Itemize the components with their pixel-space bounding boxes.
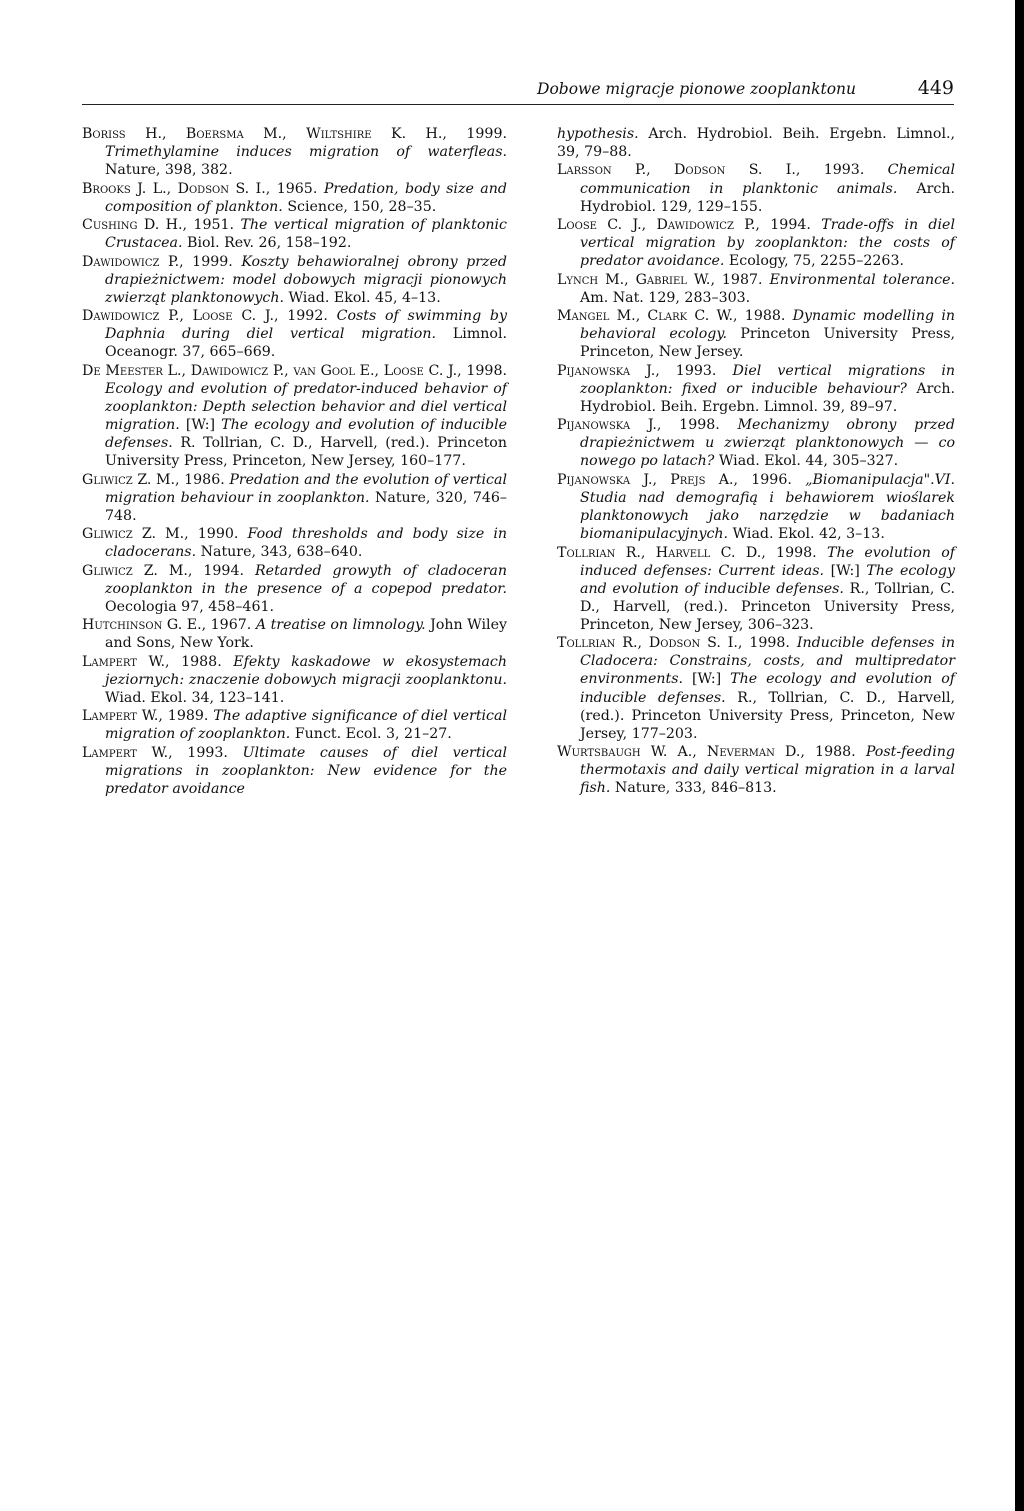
reference-title: „Biomanipulacja".VI. Studia nad demografią i behawiorem wioślarek planktonowych jako narzędzie w badaniach biomanipulacyjnych. xyxy=(580,471,955,543)
reference-title: The evolution of induced defenses: Current ideas. xyxy=(580,544,955,579)
page-number: 449 xyxy=(917,77,954,99)
reference-entry xyxy=(557,271,955,307)
reference-authors: Mangel M., Clark C. W., 1988. xyxy=(557,308,793,325)
reference-entry xyxy=(557,634,955,743)
reference-source: [W:] xyxy=(683,671,731,688)
reference-entry xyxy=(557,743,955,797)
reference-book-title: The ecology and evolution of inducible defenses. xyxy=(105,416,508,452)
reference-title: Environmental tolerance. xyxy=(769,271,955,288)
reference-title: The vertical migration of planktonic Crustacea. xyxy=(105,217,508,252)
reference-entry xyxy=(557,471,955,543)
reference-authors: Pijanowska J., Prejs A., 1996. xyxy=(557,471,806,488)
reference-continuation xyxy=(557,125,955,161)
reference-title: Mechanizmy obrony przed drapieżnictwem u zwierząt planktonowych — co nowego po latach? xyxy=(580,417,955,470)
reference-source: Wiad. Ekol. 34, 123–141. xyxy=(105,689,285,706)
reference-authors: Boriss H., Boersma M., Wiltshire K. H., 1999. xyxy=(82,126,507,142)
running-title: Dobowe migracje pionowe zooplanktonu xyxy=(537,80,856,98)
reference-authors: Lampert W., 1988. xyxy=(82,653,234,670)
reference-title: hypothesis. xyxy=(557,126,639,142)
reference-source: Science, 150, 28–35. xyxy=(282,198,437,215)
reference-source: Nature, 320, 746–748. xyxy=(105,489,507,524)
reference-source: [W:] xyxy=(824,562,867,579)
reference-title: Dynamic modelling in behavioral ecology. xyxy=(580,308,955,343)
reference-authors: Pijanowska J., 1993. xyxy=(557,362,733,379)
reference-book-title: The ecology and evolution of inducible defenses. xyxy=(580,671,955,706)
reference-title: Koszty behawioralnej obrony przed drapieżnictwem: model dobowych migracji pionowych zwierząt planktonowych. xyxy=(105,253,507,306)
reference-title: The adaptive significance of diel vertical migration of zooplankton. xyxy=(105,708,507,743)
reference-authors: Gliwicz Z. M., 1986. xyxy=(82,471,230,488)
reference-entry xyxy=(82,216,507,252)
reference-entry xyxy=(82,471,507,525)
reference-entry xyxy=(82,125,507,179)
reference-title: Costs of swimming by Daphnia during diel vertical migration. xyxy=(105,308,507,343)
reference-authors: Pijanowska J., 1998. xyxy=(557,417,738,434)
reference-authors: Gliwicz Z. M., 1990. xyxy=(82,526,248,543)
reference-source: John Wiley and Sons, New York. xyxy=(105,617,508,652)
reference-authors: Larsson P., Dodson S. I., 1993. xyxy=(557,162,888,179)
reference-authors: Dawidowicz P., Loose C. J., 1992. xyxy=(82,308,337,325)
reference-entry xyxy=(82,307,507,361)
reference-source: Princeton University Press, Princeton, New Jersey. xyxy=(580,326,955,361)
reference-authors: De Meester L., Dawidowicz P., van Gool E., Loose C. J., 1998. xyxy=(82,362,507,379)
reference-entry xyxy=(82,744,507,798)
reference-source: Wiad. Ekol. 42, 3–13. xyxy=(728,526,885,543)
reference-source: Biol. Rev. 26, 158–192. xyxy=(182,235,352,252)
reference-title: A treatise on limnology. xyxy=(255,617,426,634)
reference-title: Predation and the evolution of vertical migration behaviour in zooplankton. xyxy=(105,471,507,506)
reference-authors: Lampert W., 1993. xyxy=(82,744,243,761)
reference-title: Efekty kaskadowe w ekosystemach jeziornych: znaczenie dobowych migracji zooplanktonu. xyxy=(105,653,508,688)
scan-edge xyxy=(1015,0,1024,1511)
reference-title: Retarded growyth of cladoceran zooplankton in the presence of a copepod predator. xyxy=(105,562,508,597)
reference-entry xyxy=(82,707,507,743)
reference-entry xyxy=(82,180,507,216)
reference-title: Food thresholds and body size in cladocerans. xyxy=(105,526,508,561)
references-left-column xyxy=(82,125,507,798)
reference-entry xyxy=(557,307,955,361)
reference-title: Ultimate causes of diel vertical migrations in zooplankton: New evidence for the predator avoidance xyxy=(105,744,507,797)
reference-title: Diel vertical migrations in zooplankton: fixed or inducible behaviour? xyxy=(580,362,955,397)
reference-authors: Lynch M., Gabriel W., 1987. xyxy=(557,271,770,288)
reference-source: Arch. Hydrobiol. 129, 129–155. xyxy=(580,180,955,215)
reference-entry xyxy=(82,362,507,471)
reference-entry xyxy=(557,216,955,270)
reference-authors: Lampert W., 1989. xyxy=(82,708,214,725)
reference-entry xyxy=(557,362,955,416)
reference-entry xyxy=(82,653,507,707)
reference-source: Nature, 343, 638–640. xyxy=(196,544,363,561)
reference-authors: Loose C. J., Dawidowicz P., 1994. xyxy=(557,217,822,234)
reference-entry xyxy=(82,253,507,307)
reference-title: Trimethylamine induces migration of waterfleas. xyxy=(105,144,507,161)
reference-entry xyxy=(82,525,507,561)
reference-publisher: R. Tollrian, C. D., Harvell, (red.). Princeton University Press, Princeton, New Jersey, 160–177. xyxy=(105,435,507,470)
reference-source: Nature, 333, 846–813. xyxy=(610,780,777,797)
reference-publisher: R., Tollrian, C. D., Harvell, (red.). Princeton University Press, Princeton, New Jersey, 177–203. xyxy=(580,689,955,742)
reference-source: Limnol. Oceanogr. 37, 665–669. xyxy=(105,326,508,361)
reference-entry xyxy=(557,161,955,215)
reference-authors: Hutchinson G. E., 1967. xyxy=(82,617,256,634)
reference-source: Nature, 398, 382. xyxy=(105,162,233,179)
reference-authors: Dawidowicz P., 1999. xyxy=(82,253,242,270)
reference-authors: Gliwicz Z. M., 1994. xyxy=(82,562,255,579)
reference-title: Chemical communication in planktonic animals. xyxy=(580,162,955,197)
reference-authors: Wurtsbaugh W. A., Neverman D., 1988. xyxy=(557,744,866,761)
reference-entry xyxy=(557,544,955,634)
reference-source: [W:] xyxy=(179,416,222,433)
reference-source: Am. Nat. 129, 283–303. xyxy=(580,289,751,306)
reference-publisher: R., Tollrian, C. D., Harvell, (red.). Princeton University Press, Princeton, New Jersey, 306–323. xyxy=(580,580,955,633)
reference-authors: Cushing D. H., 1951. xyxy=(82,217,241,234)
reference-authors: Brooks J. L., Dodson S. I., 1965. xyxy=(82,180,324,197)
reference-source: Arch. Hydrobiol. Beih. Ergebn. Limnol., 39, 79–88. xyxy=(557,126,955,161)
reference-source: Oecologia 97, 458–461. xyxy=(105,598,275,615)
reference-source: Arch. Hydrobiol. Beih. Ergebn. Limnol. 39, 89–97. xyxy=(580,380,955,415)
reference-entry xyxy=(82,562,507,616)
reference-title: Trade-offs in diel vertical migration by zooplankton: the costs of predator avoidance. xyxy=(580,217,955,270)
reference-title: Inducible defenses in Cladocera: Constrains, costs, and multipredator environments. xyxy=(580,635,955,688)
references-right-column xyxy=(557,125,955,798)
reference-source: Funct. Ecol. 3, 21–27. xyxy=(290,726,452,743)
reference-title: Ecology and evolution of predator-induced behavior of zooplankton: Depth selection behavior and diel vertical migration. xyxy=(105,380,507,433)
reference-title: Post-feeding thermotaxis and daily vertical migration in a larval fish. xyxy=(580,744,955,797)
reference-title: Predation, body size and composition of plankton. xyxy=(105,180,507,215)
reference-book-title: The ecology and evolution of inducible defenses. xyxy=(580,562,956,597)
reference-source: Ecology, 75, 2255–2263. xyxy=(724,253,904,270)
reference-source: Wiad. Ekol. 45, 4–13. xyxy=(283,289,441,306)
reference-source: Wiad. Ekol. 44, 305–327. xyxy=(714,453,899,470)
running-header xyxy=(82,78,954,105)
reference-authors: Tollrian R., Dodson S. I., 1998. xyxy=(557,635,797,652)
reference-authors: Tollrian R., Harvell C. D., 1998. xyxy=(557,544,827,561)
reference-entry xyxy=(82,616,507,652)
reference-entry xyxy=(557,416,955,470)
